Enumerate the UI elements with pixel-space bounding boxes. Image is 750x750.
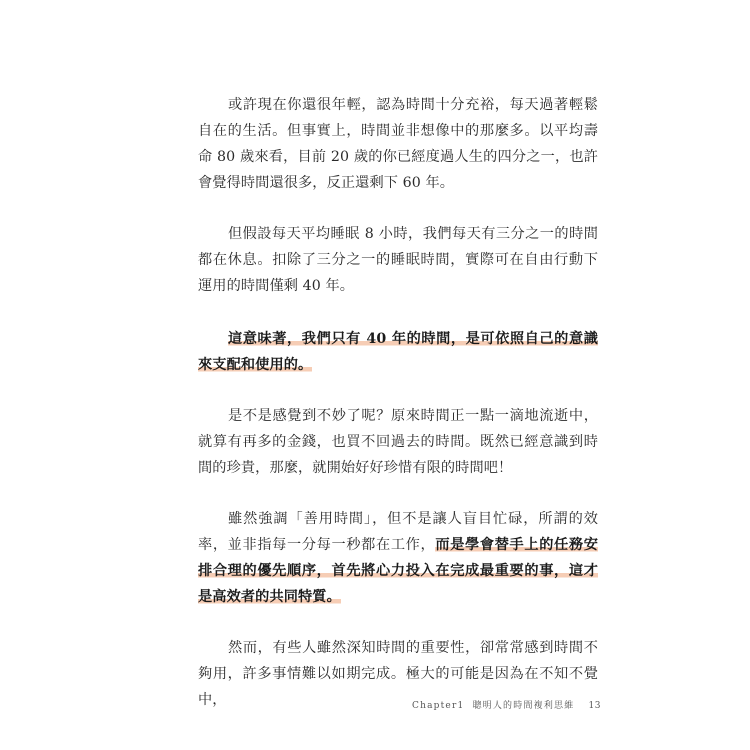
paragraph-2: 但假設每天平均睡眠 8 小時，我們每天有三分之一的時間都在休息。扣除了三分之一的睡眠時間，實際可在自由行動下運用的時間僅剩 40 年。 — [198, 226, 598, 294]
paragraph-1: 或許現在你還很年輕，認為時間十分充裕，每天過著輕鬆自在的生活。但事實上，時間並非想像中的那麼多。以平均壽命 80 歲來看，目前 20 歲的你已經度過人生的四分之一，也許會覺得時間還很多，反正還剩下 60 年。 — [198, 97, 598, 191]
running-footer — [412, 698, 612, 711]
body-text — [198, 92, 598, 713]
highlight-mark: 這意味著，我們只有 40 年的時間，是可依照自己的意識來支配和使用的。 — [198, 331, 598, 373]
page-number: 13 — [588, 701, 601, 711]
paragraph-4: 是不是感覺到不妙了呢？原來時間正一點一滴地流逝中，就算有再多的金錢，也買不回過去的時間。既然已經意識到時間的珍貴，那麼，就開始好好珍惜有限的時間吧！ — [198, 408, 598, 476]
paragraph-5 — [198, 506, 598, 610]
paragraph-5-plain: 雖然強調「善用時間」，但不是讓人盲目忙碌，所謂的效率，並非指每一分每一秒都在工作， — [198, 511, 598, 553]
paragraph-5-highlighted: 而是學會替手上的任務安排合理的優先順序，首先將心力投入在完成最重要的事，這才是高效者的共同特質。 — [198, 537, 598, 605]
paragraph-6: 然而，有些人雖然深知時間的重要性，卻常常感到時間不夠用，許多事情難以如期完成。極大的可能是因為在不知不覺中， — [198, 640, 598, 708]
footer-title: 聰明人的時間複利思維 — [472, 701, 575, 711]
footer-chapter: Chapter1 — [412, 701, 465, 711]
paragraph-3-highlighted — [198, 326, 598, 378]
